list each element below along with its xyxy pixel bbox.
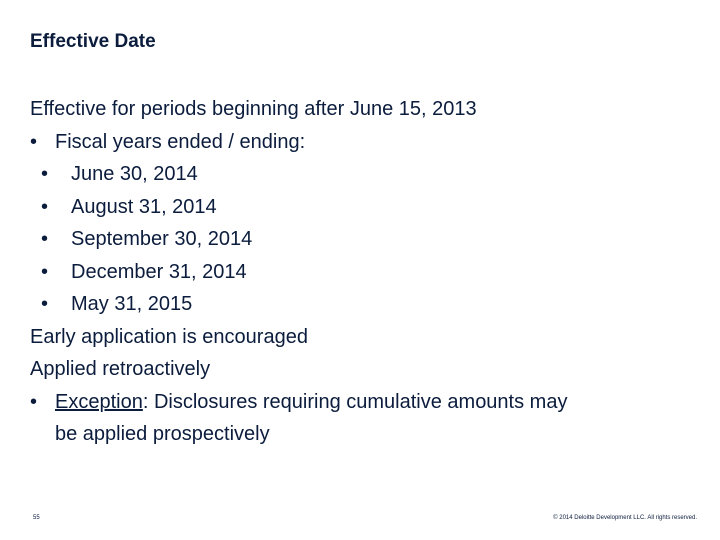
early-application-line: Early application is encouraged: [30, 325, 308, 348]
fiscal-heading-item: [30, 126, 700, 159]
exception-text: : Disclosures requiring cumulative amounts may: [142, 390, 568, 413]
fiscal-date-item: [30, 191, 700, 224]
bullet: •: [41, 293, 49, 315]
fiscal-date-item: [30, 223, 700, 256]
bullet: •: [41, 228, 49, 250]
slide-body: [30, 93, 700, 451]
slide-title: Effective Date: [30, 31, 156, 52]
fiscal-date: June 30, 2014: [71, 163, 198, 185]
fiscal-date-item: [30, 158, 700, 191]
fiscal-date: May 31, 2015: [71, 293, 193, 315]
bullet: •: [30, 130, 38, 153]
bullet: •: [41, 260, 49, 283]
fiscal-date: August 31, 2014: [71, 195, 217, 218]
exception-continuation: be applied prospectively: [55, 423, 270, 445]
fiscal-date-item: [30, 256, 700, 289]
copyright-notice: © 2014 Deloitte Development LLC. All rights reserved.: [553, 515, 697, 521]
bullet: •: [41, 163, 49, 185]
bullet: •: [30, 390, 38, 413]
fiscal-heading: Fiscal years ended / ending:: [55, 130, 306, 153]
page-number: 55: [33, 515, 40, 521]
exception-item: [30, 386, 700, 451]
bullet: •: [41, 195, 49, 218]
applied-line: Applied retroactively: [30, 358, 211, 380]
intro-line: Effective for periods beginning after June 15, 2013: [30, 98, 477, 120]
fiscal-date: September 30, 2014: [71, 228, 253, 250]
exception-label: Exception: [55, 390, 143, 413]
fiscal-date-item: [30, 288, 700, 321]
fiscal-date: December 31, 2014: [71, 260, 247, 283]
